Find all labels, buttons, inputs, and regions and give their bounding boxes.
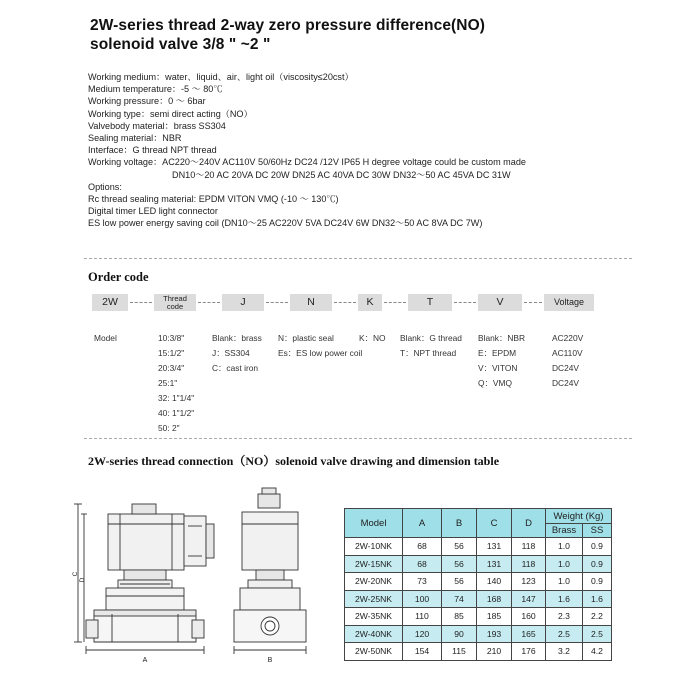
order-connector <box>454 302 476 303</box>
order-col-voltage <box>552 331 583 391</box>
divider <box>84 258 632 259</box>
table-row <box>345 625 612 643</box>
order-option: 20:3/4" <box>158 363 185 373</box>
value-cell: 140 <box>477 573 512 591</box>
valve-drawing <box>72 484 334 664</box>
title-line-1: 2W-series thread 2-way zero pressure difference(NO) <box>90 17 486 34</box>
table-row <box>345 555 612 573</box>
order-option: 32: 1"1/4" <box>158 393 195 403</box>
value-cell: 123 <box>512 573 546 591</box>
order-connector <box>334 302 356 303</box>
option-rc-thread: Rc thread sealing material: EPDM VITON VMQ (-10 ～ 130℃) <box>88 194 339 205</box>
value-cell: 90 <box>442 625 477 643</box>
order-box-voltage: Voltage <box>544 294 594 311</box>
value-cell: 131 <box>477 538 512 556</box>
value-cell: 118 <box>512 538 546 556</box>
spec-working-type: Working type：semi direct acting（NO） <box>88 108 253 119</box>
order-connector <box>266 302 288 303</box>
order-option: Blank：brass <box>212 333 262 343</box>
dim-label-b: B <box>267 657 273 664</box>
model-cell: 2W-10NK <box>345 538 403 556</box>
value-cell: 154 <box>403 643 442 661</box>
drawing-heading: 2W-series thread connection（NO）solenoid valve drawing and dimension table <box>88 454 500 468</box>
order-box-body: J <box>222 294 264 311</box>
value-cell: 165 <box>512 625 546 643</box>
order-option: DC24V <box>552 378 579 388</box>
value-cell: 68 <box>403 538 442 556</box>
order-box-thread: T <box>408 294 452 311</box>
order-col-type <box>359 331 386 346</box>
spec-list <box>88 71 668 230</box>
value-cell: 160 <box>512 608 546 626</box>
spec-working-voltage: Working voltage：AC220～240V AC110V 50/60Hz DC24 /12V IP65 H degree voltage could be custom made <box>88 157 526 168</box>
order-option: N：plastic seal <box>278 333 334 343</box>
option-digital-timer: Digital timer LED light connector <box>88 206 218 217</box>
order-col-coil <box>278 331 362 361</box>
col-header-a: A <box>403 509 442 538</box>
value-cell: 85 <box>442 608 477 626</box>
model-cell: 2W-50NK <box>345 643 403 661</box>
value-cell: 2.5 <box>546 625 583 643</box>
spec-valvebody-material: Valvebody material：brass SS304 <box>88 120 226 131</box>
spec-interface: Interface：G thread NPT thread <box>88 145 217 156</box>
order-col-thread-type <box>400 331 462 361</box>
col-header-c: C <box>477 509 512 538</box>
order-option: 40: 1"1/2" <box>158 408 195 418</box>
col-header-b: B <box>442 509 477 538</box>
value-cell: 0.9 <box>583 538 612 556</box>
order-option: C：cast iron <box>212 363 259 373</box>
divider <box>84 438 632 439</box>
value-cell: 210 <box>477 643 512 661</box>
col-header-model: Model <box>345 509 403 538</box>
model-cell: 2W-35NK <box>345 608 403 626</box>
title-line-2: solenoid valve 3/8 " ~2 " <box>90 36 271 53</box>
value-cell: 56 <box>442 573 477 591</box>
value-cell: 0.9 <box>583 555 612 573</box>
value-cell: 2.3 <box>546 608 583 626</box>
order-col-model <box>94 331 117 346</box>
order-option: E：EPDM <box>478 348 517 358</box>
order-option: Blank：G thread <box>400 333 462 343</box>
col-header-ss: SS <box>583 524 612 538</box>
order-option: 10:3/8" <box>158 333 185 343</box>
spec-working-pressure: Working pressure：0 ～ 6bar <box>88 96 206 107</box>
value-cell: 4.2 <box>583 643 612 661</box>
order-connector <box>130 302 152 303</box>
col-header-d: D <box>512 509 546 538</box>
table-row <box>345 538 612 556</box>
value-cell: 2.5 <box>583 625 612 643</box>
value-cell: 100 <box>403 590 442 608</box>
value-cell: 2.2 <box>583 608 612 626</box>
value-cell: 1.0 <box>546 555 583 573</box>
order-option: V：VITON <box>478 363 518 373</box>
value-cell: 185 <box>477 608 512 626</box>
order-option: AC110V <box>552 348 583 358</box>
value-cell: 3.2 <box>546 643 583 661</box>
table-row <box>345 643 612 661</box>
col-header-brass: Brass <box>546 524 583 538</box>
order-option: DC24V <box>552 363 579 373</box>
order-col-seal <box>478 331 525 391</box>
order-code-heading: Order code <box>88 270 149 284</box>
value-cell: 193 <box>477 625 512 643</box>
order-option: K：NO <box>359 333 386 343</box>
spec-working-medium: Working medium：water、liquid、air、light oil（viscosity≤20cst） <box>88 72 354 82</box>
value-cell: 147 <box>512 590 546 608</box>
order-col-thread <box>158 331 194 436</box>
order-option: 50: 2" <box>158 423 180 433</box>
order-option: Q：VMQ <box>478 378 512 388</box>
value-cell: 74 <box>442 590 477 608</box>
value-cell: 1.0 <box>546 538 583 556</box>
order-box-type: K <box>358 294 382 311</box>
order-option: T：NPT thread <box>400 348 457 358</box>
model-cell: 2W-40NK <box>345 625 403 643</box>
table-row <box>345 573 612 591</box>
dim-label-c: C <box>72 571 79 577</box>
value-cell: 176 <box>512 643 546 661</box>
value-cell: 168 <box>477 590 512 608</box>
order-option: 25:1" <box>158 378 178 388</box>
value-cell: 131 <box>477 555 512 573</box>
table-row <box>345 608 612 626</box>
order-option: 15:1/2" <box>158 348 185 358</box>
order-connector <box>524 302 542 303</box>
order-option: Es：ES low power coil <box>278 348 363 358</box>
value-cell: 1.0 <box>546 573 583 591</box>
spec-medium-temperature: Medium temperature：-5 ～ 80℃ <box>88 84 223 95</box>
value-cell: 1.6 <box>546 590 583 608</box>
option-es-coil: ES low power energy saving coil (DN10～25 AC220V 5VA DC24V 6W DN32～50 AC 8VA DC 7W) <box>88 218 483 229</box>
value-cell: 110 <box>403 608 442 626</box>
order-option: AC220V <box>552 333 584 343</box>
model-cell: 2W-15NK <box>345 555 403 573</box>
order-box-thread-code: Thread code <box>154 294 196 311</box>
order-box-coil: N <box>290 294 332 311</box>
order-col-body <box>212 331 262 376</box>
value-cell: 68 <box>403 555 442 573</box>
dim-label-a: A <box>142 657 148 664</box>
spec-sealing-material: Sealing material：NBR <box>88 133 182 144</box>
value-cell: 0.9 <box>583 573 612 591</box>
table-row <box>345 590 612 608</box>
spec-power-by-size: DN10～20 AC 20VA DC 20W DN25 AC 40VA DC 30W DN32～50 AC 45VA DC 31W <box>172 169 511 180</box>
col-header-weight: Weight (Kg) <box>546 509 612 524</box>
model-cell: 2W-20NK <box>345 573 403 591</box>
value-cell: 56 <box>442 555 477 573</box>
dim-label-d: D <box>79 577 86 583</box>
order-option: Model <box>94 333 117 343</box>
model-cell: 2W-25NK <box>345 590 403 608</box>
order-box-seal: V <box>478 294 522 311</box>
value-cell: 56 <box>442 538 477 556</box>
order-box-series: 2W <box>92 294 128 311</box>
dimension-table <box>344 508 612 661</box>
order-connector <box>198 302 220 303</box>
value-cell: 120 <box>403 625 442 643</box>
value-cell: 1.6 <box>583 590 612 608</box>
order-option: J：SS304 <box>212 348 250 358</box>
value-cell: 118 <box>512 555 546 573</box>
value-cell: 73 <box>403 573 442 591</box>
order-connector <box>384 302 406 303</box>
page-title <box>90 16 650 54</box>
value-cell: 115 <box>442 643 477 661</box>
order-option: Blank：NBR <box>478 333 526 343</box>
options-heading: Options: <box>88 181 122 192</box>
